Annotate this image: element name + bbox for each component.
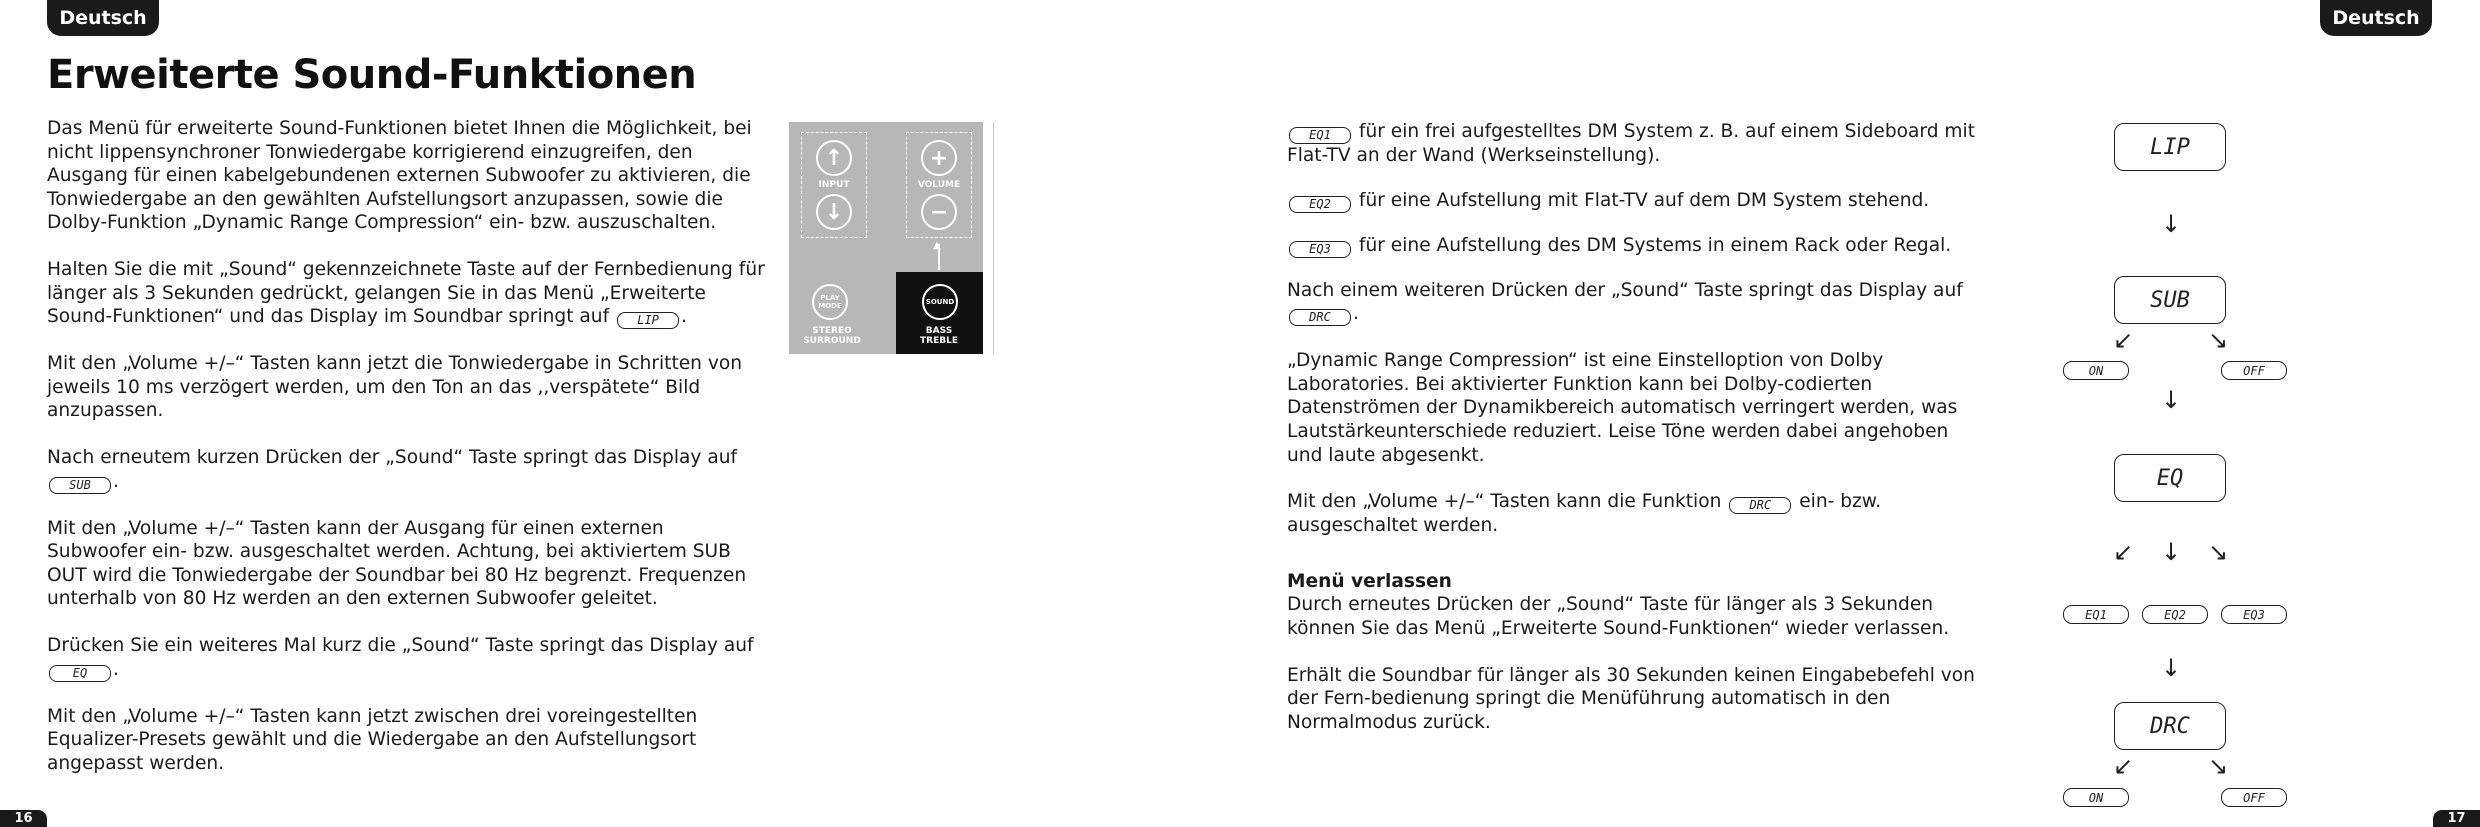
equalizer-paragraph: Mit den „Volume +/–“ Tasten kann jetzt zwischen drei voreingestellten Equalizer-Presets gewählt und die Wiedergabe an den Aufstellungsort angepasst werden. xyxy=(47,705,698,774)
exit-heading: Menü verlassen xyxy=(1287,570,1452,592)
exit-paragraph: Menü verlassen Durch erneutes Drücken der „Sound“ Taste für länger als 3 Sekunden können Sie das Menü „Erweiterte Sound-Funktionen“ wieder verlassen. xyxy=(1287,570,1950,639)
diagram-sub-on: ON xyxy=(2063,361,2129,380)
sub-paragraph: Nach erneutem kurzen Drücken der „Sound“ Taste springt das Display auf SUB . xyxy=(47,446,738,492)
lcd-sub-inline: SUB xyxy=(49,477,111,494)
arrow-down-right-icon: ↘ xyxy=(2208,538,2229,566)
remote-divider xyxy=(993,122,994,354)
enter-menu-paragraph: Halten Sie die mit „Sound“ gekennzeichnete Taste auf der Fernbedienung für länger als 3 Sekunden gedrückt, gelangen Sie in das Menü „Erweiterte Sound-Funktionen“ und das Display im Soundbar springt auf LIP . xyxy=(47,258,765,328)
subwoofer-paragraph: Mit den „Volume +/–“ Tasten kann der Ausgang für einen externen Subwoofer ein- bzw. ausgeschaltet werden. Achtung, bei aktiviertem SUB OUT wird die Tonwiedergabe der Soundbar bei 80 Hz begrenzt. Frequenzen unterhalb von 80 Hz werden an den externen Subwoofer geleitet. xyxy=(47,517,747,610)
sound-button: SOUND xyxy=(922,284,958,320)
menu-flow-diagram xyxy=(2050,120,2350,820)
arrow-down-left-icon: ↙ xyxy=(2113,538,2134,566)
diagram-sub-off: OFF xyxy=(2221,361,2287,380)
page-number-right: 17 xyxy=(2433,810,2480,827)
arrow-down-right-icon: ↘ xyxy=(2208,326,2229,354)
remote-control-illustration xyxy=(789,122,983,354)
eq3-paragraph: EQ3 für eine Aufstellung des DM Systems in einem Rack oder Regal. xyxy=(1287,234,1987,258)
lcd-eq1-inline: EQ1 xyxy=(1289,127,1351,144)
page-number-left: 16 xyxy=(0,810,47,827)
drc-paragraph: Nach einem weiteren Drücken der „Sound“ Taste springt das Display auf DRC . xyxy=(1287,279,1963,325)
arrow-down-left-icon: ↙ xyxy=(2113,326,2134,354)
diagram-eq: EQ xyxy=(2114,454,2226,502)
language-tab-right: Deutsch xyxy=(2320,0,2432,36)
lcd-lip-inline: LIP xyxy=(617,312,679,329)
drc-volume-paragraph: Mit den „Volume +/–“ Tasten kann die Funktion DRC ein- bzw. ausgeschaltet werden. xyxy=(1287,491,1882,537)
timeout-paragraph: Erhält die Soundbar für länger als 30 Sekunden keinen Eingabebefehl von der Fern-bedienung springt die Menüführung automatisch in den Normalmodus zurück. xyxy=(1287,664,1975,733)
volume-plus-button: + xyxy=(921,140,957,176)
eq2-paragraph: EQ2 für eine Aufstellung mit Flat-TV auf dem DM System stehend. xyxy=(1287,189,1987,213)
pointer-arrowhead-icon: ▲ xyxy=(933,240,941,251)
play-mode-button: PLAY MODE xyxy=(812,284,848,320)
page-title: Erweiterte Sound-Funktionen xyxy=(47,52,697,98)
arrow-down-icon: ↓ xyxy=(2161,538,2182,566)
input-up-button: ↑ xyxy=(816,140,852,176)
arrow-down-left-icon: ↙ xyxy=(2113,752,2134,780)
diagram-eq1: EQ1 xyxy=(2063,605,2129,624)
bass-treble-label: BASS TREBLE xyxy=(920,326,958,346)
diagram-sub: SUB xyxy=(2114,276,2226,324)
lcd-eq-inline: EQ xyxy=(49,665,111,682)
right-column xyxy=(1287,120,1987,757)
eq1-paragraph: EQ1 für ein frei aufgestelltes DM System z. B. auf einem Sideboard mit Flat-TV an der Wand (Werkseinstellung). xyxy=(1287,121,1975,166)
input-label: INPUT xyxy=(818,180,850,190)
diagram-eq2: EQ2 xyxy=(2142,605,2208,624)
diagram-drc-off: OFF xyxy=(2221,788,2287,807)
arrow-down-icon: ↓ xyxy=(2161,654,2182,682)
delay-paragraph: Mit den „Volume +/–“ Tasten kann jetzt die Tonwiedergabe in Schritten von jeweils 10 ms verzögert werden, um den Ton an das ,,verspätete“ Bild anzupassen. xyxy=(47,353,743,422)
arrow-down-icon: ↓ xyxy=(2161,386,2182,414)
stereo-surround-label: STEREO SURROUND xyxy=(803,326,861,346)
lcd-eq2-inline: EQ2 xyxy=(1289,196,1351,213)
diagram-lip: LIP xyxy=(2114,123,2226,171)
input-down-button: ↓ xyxy=(816,194,852,230)
diagram-drc-on: ON xyxy=(2063,788,2129,807)
dolby-paragraph: „Dynamic Range Compression“ ist eine Einstelloption von Dolby Laboratories. Bei aktivierter Funktion kann bei Dolby-codierten Datenströmen der Dynamikbereich automatisch verringert werden, was Lautstärkeunterschiede reduziert. Leise Töne werden dabei angehoben und laute abgesenkt. xyxy=(1287,350,1958,466)
intro-paragraph: Das Menü für erweiterte Sound-Funktionen bietet Ihnen die Möglichkeit, bei nicht lippensynchroner Tonwiedergabe korrigierend einzugreifen, den Ausgang für einen kabelgebundenen externen Subwoofer zu aktivieren, die Tonwiedergabe an den gewählten Aufstellungsort anzupassen, sowie die Dolby-Funktion „Dynamic Range Compression“ ein- bzw. auszuschalten. xyxy=(47,118,752,234)
lcd-eq3-inline: EQ3 xyxy=(1289,241,1351,258)
language-tab-left: Deutsch xyxy=(47,0,159,36)
lcd-drc-inline: DRC xyxy=(1289,309,1351,326)
arrow-down-right-icon: ↘ xyxy=(2208,752,2229,780)
diagram-eq3: EQ3 xyxy=(2221,605,2287,624)
volume-label: VOLUME xyxy=(917,180,961,190)
arrow-down-icon: ↓ xyxy=(2161,210,2182,238)
lcd-drc-inline-2: DRC xyxy=(1729,497,1791,514)
volume-minus-button: − xyxy=(921,194,957,230)
eq-paragraph: Drücken Sie ein weiteres Mal kurz die „Sound“ Taste springt das Display auf EQ . xyxy=(47,634,754,680)
diagram-drc: DRC xyxy=(2114,702,2226,750)
left-column xyxy=(47,117,767,798)
